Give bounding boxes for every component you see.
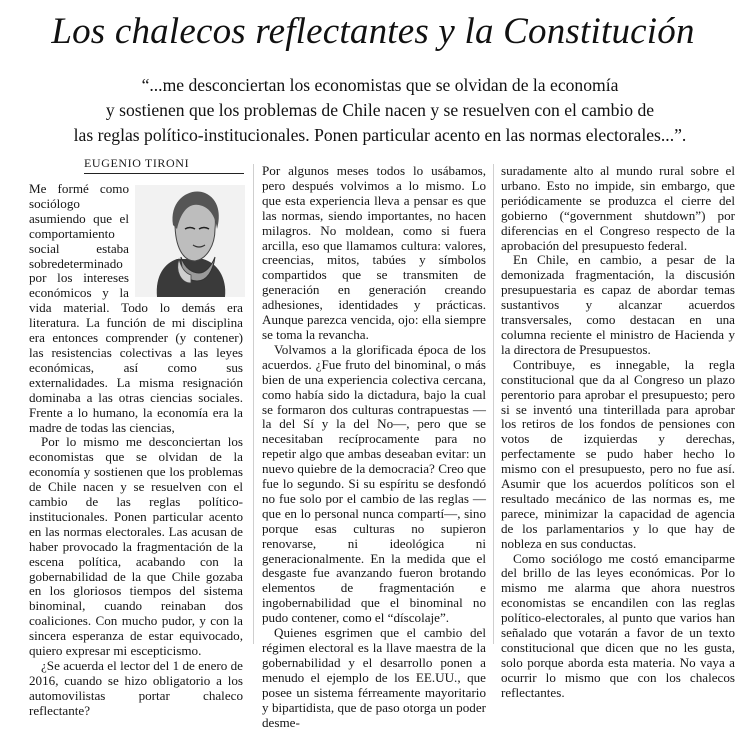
article-paragraph: ¿Se acuerda el lector del 1 de enero de 2016, cuando se hizo obligatorio a los automovilistas portar chaleco reflectante? [29, 658, 243, 718]
article-paragraph: Contribuye, es innegable, la regla constitucional que da al Congreso un plazo perentorio para aprobar el presupuesto; pero si se inventó una tinterillada para aprobar los retiros de los fondos de pensiones con votos de izquierdas y derechas, perfectamente se pudo haber hecho lo mismo con el presupuesto, pero no fue así. Asumir que los acuerdos políticos son el resultado mecánico de las normas es, me parece, minimizar la capacidad de agencia de los parlamentarios y lo que hay de nobleza en sus conductas. [501, 356, 735, 551]
article-paragraph: Quienes esgrimen que el cambio del régimen electoral es la llave maestra de la gobernabilidad y el desarrollo ponen a menudo el ejemplo de los EE.UU., que posee un sistema férreamente mayoritario y bipartidista, que de paso otorga un poder desme- [262, 625, 486, 730]
article-paragraph: Por algunos meses todos lo usábamos, pero después volvimos a lo mismo. Lo que esta experiencia lleva a pensar es que las normas, siendo importantes, no hacen milagros. No moldean, como si fuera arcilla, eso que llamamos cultura: valores, creencias, mitos, tabúes y símbolos compartidos que se transmiten de generación en generación creando adhesiones, identidades y prácticas. Aunque parezca vencida, ojo: ella siempre se toma la revancha. [262, 163, 486, 342]
article-paragraph: Por lo mismo me desconciertan los economistas que se olvidan de la economía y sostienen que los problemas de Chile nacen y se resuelven con el cambio de las reglas político-institucionales. Ponen particular acento en las normas electorales. Las acusan de haber provocado la fragmentación de la escena política, acabando con la gobernabilidad de la que Chile gozaba en los gloriosos tiempos del sistema binominal, cuando reinaban dos coaliciones. Con mucho pudor, y con la sincera esperanza de estar equivocado, quiero expresar mi escepticismo. [29, 434, 243, 659]
paragraph-text: Me formé como sociólogo asumiendo que el comportamiento social estaba sobredeterminado por los intereses económicos y la vida material. Todo lo demás era literatura. La función de mi disciplina era entonces comprender (y contener) las resistencias colectivas a las leyes económicas, así como sus externalidades. La misma resignación dominaba a las otras ciencias sociales. Frente a lo humano, la economía era la madre de todas las ciencias, [29, 181, 243, 435]
pull-quote-line: las reglas político-institucionales. Ponen particular acento en las normas electorales...”. [73, 125, 687, 145]
article-paragraph [29, 182, 243, 435]
author-portrait [135, 185, 245, 297]
author-byline: EUGENIO TIRONI [84, 156, 244, 174]
article-column-3 [501, 164, 735, 701]
article-paragraph: En Chile, en cambio, a pesar de la demonizada fragmentación, la discusión presupuestaria es capaz de abordar temas sustantivos y alcanzar acuerdos transversales, como destacan en una columna reciente el ministro de Hacienda y la directora de Presupuestos. [501, 252, 735, 357]
article-headline: Los chalecos reflectantes y la Constitución [51, 11, 695, 52]
pull-quote [60, 73, 700, 148]
pull-quote-line: “...me desconciertan los economistas que se olvidan de la economía [141, 75, 619, 95]
article-paragraph: Como sociólogo me costó emanciparme del brillo de las leyes económicas. Por lo mismo me alarma que ahora nuestros economistas se encandilen con las reglas político-electorales, al punto que varios han señalado que votarán a favor de un texto constitucional que dicen que no les gusta, solo porque aborda esta materia. No vaya a ocurrir lo mismo que con los chalecos reflectantes. [501, 550, 735, 700]
column-divider [253, 164, 254, 644]
article-column-2 [262, 164, 486, 730]
pull-quote-line: y sostienen que los problemas de Chile nacen y se resuelven con el cambio de [105, 100, 655, 120]
column-divider [493, 164, 494, 644]
article-paragraph: Volvamos a la glorificada época de los acuerdos. ¿Fue fruto del binominal, o más bien de una experiencia colectiva cercana, como había sido la dictadura, bajo la cual se formaron dos culturas contrapuestas —la del Sí y la del No—, pero que se necesitaban recíprocamente para no repetir algo que ambas deseaban evitar: un nuevo quiebre de la democracia? Creo que fue lo segundo. Si su espíritu se desfondó no fue solo por el cambio de las reglas —que en lo personal nunca compartí—, sino porque esas culturas no supieron renovarse, ni ideológica ni generacionalmente. En la medida que el desgaste fue avanzando fueron brotando elementos de fragmentación e ingobernabilidad que el binominal no pudo contener, como el “díscolaje”. [262, 341, 486, 626]
article-paragraph: suradamente alto al mundo rural sobre el urbano. Esto no impide, sin embargo, que periódicamente se produzca el cierre del gobierno (“government shutdown”) por diferencias en el Congreso respecto de la aprobación del presupuesto federal. [501, 163, 735, 253]
article-column-1 [29, 182, 243, 719]
author-portrait-drawing [135, 185, 245, 297]
